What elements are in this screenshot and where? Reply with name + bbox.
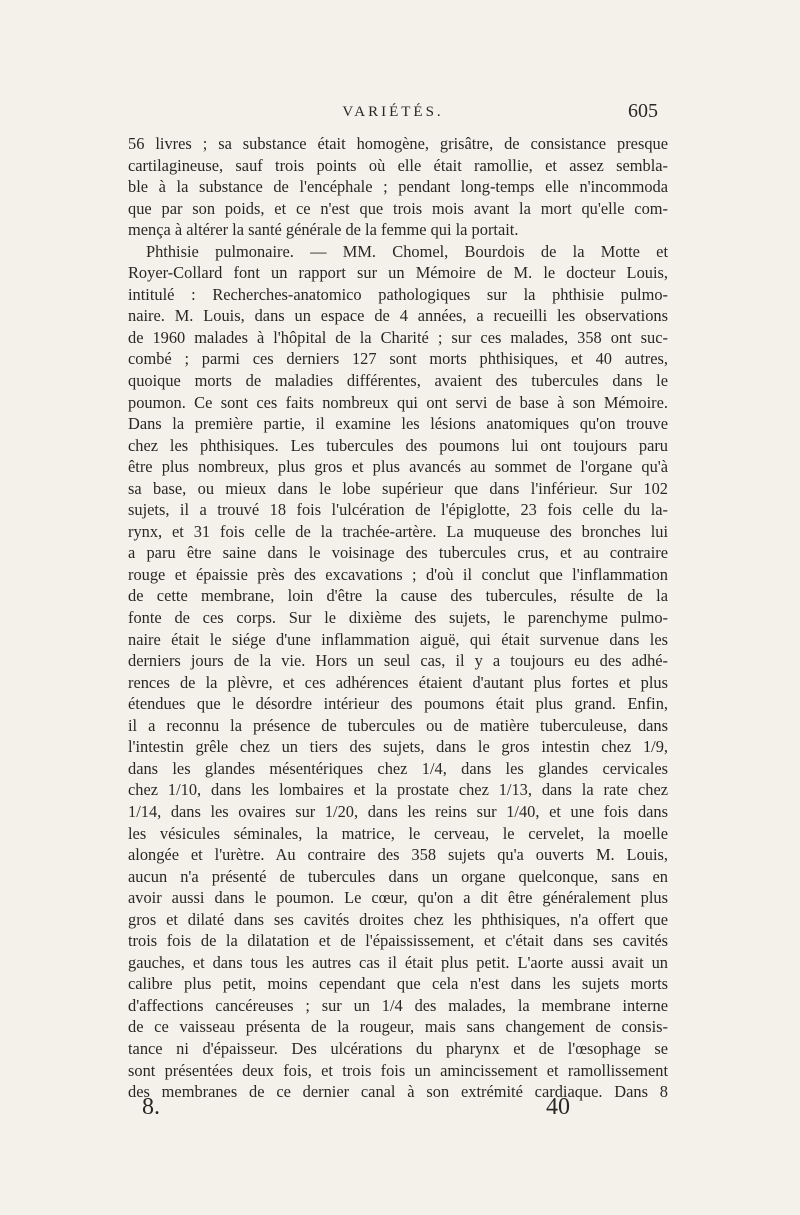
text-line: avoir aussi dans le poumon. Le cœur, qu'on a dit être généralement plus: [128, 888, 668, 908]
text-line: de 1960 malades à l'hôpital de la Charité ; sur ces malades, 358 ont suc-: [128, 327, 668, 347]
text-line: rouge et épaissie près des excavations ; d'où il conclut que l'inflammation: [128, 564, 668, 584]
text-line: Dans la première partie, il examine les lésions anatomiques qu'on trouve: [128, 414, 668, 434]
text-line: rences de la plèvre, et ces adhérences étaient d'autant plus fortes et plus: [128, 672, 668, 692]
signature-mark: 8.: [142, 1094, 160, 1120]
running-title: VARIÉTÉS.: [342, 104, 444, 120]
text-line: tance ni d'épaisseur. Des ulcérations du pharynx et de l'œsophage se: [128, 1038, 668, 1058]
text-line: gauches, et dans tous les autres cas il était plus petit. L'aorte aussi avait un: [128, 952, 668, 972]
text-line: a paru être saine dans le voisinage des tubercules crus, et au contraire: [128, 543, 668, 563]
text-line: de ce vaisseau présenta de la rougeur, mais sans changement de consis-: [128, 1017, 668, 1037]
text-line: 1/14, dans les ovaires sur 1/20, dans les reins sur 1/40, et une fois dans: [128, 801, 668, 821]
article-text: [128, 133, 668, 1103]
text-line: l'intestin grêle chez un tiers des sujets, dans le gros intestin chez 1/9,: [128, 737, 668, 757]
text-line: cartilagineuse, sauf trois points où elle était ramollie, et assez sembla-: [128, 155, 668, 175]
text-line: sa base, ou mieux dans le lobe supérieur que dans l'inférieur. Sur 102: [128, 478, 668, 498]
text-line: naire. M. Louis, dans un espace de 4 années, a recueilli les observations: [128, 306, 668, 326]
text-line: Phthisie pulmonaire. — MM. Chomel, Bourdois de la Motte et: [146, 241, 668, 261]
text-line: il a reconnu la présence de tubercules ou de matière tuberculeuse, dans: [128, 715, 668, 735]
text-line: étendues que le désordre intérieur des poumons était plus grand. Enfin,: [128, 694, 668, 714]
text-line: d'affections cancéreuses ; sur un 1/4 des malades, la membrane interne: [128, 995, 668, 1015]
text-line: 56 livres ; sa substance était homogène, grisâtre, de consistance presque: [128, 134, 668, 153]
text-line: que par son poids, et ce n'est que trois mois avant la mort qu'elle com-: [128, 198, 668, 218]
text-line: chez les phthisiques. Les tubercules des poumons lui ont toujours paru: [128, 435, 668, 455]
text-line: alongée et l'urètre. Au contraire des 358 sujets qu'a ouverts M. Louis,: [128, 845, 668, 865]
text-line: quoique morts de maladies différentes, avaient des tubercules dans le: [128, 371, 668, 391]
page-header: [128, 100, 658, 130]
page-number: 605: [628, 100, 658, 122]
page-footer: [128, 1094, 668, 1126]
text-line: chez 1/10, dans les lombaires et la prostate chez 1/13, dans la rate chez: [128, 780, 668, 800]
text-line: naire était le siége d'une inflammation aiguë, qui était survenue dans les: [128, 629, 668, 649]
text-line: rynx, et 31 fois celle de la trachée-artère. La muqueuse des bronches lui: [128, 521, 668, 541]
text-line: sont présentées deux fois, et trois fois un amincissement et ramollissement: [128, 1060, 668, 1080]
text-line: derniers jours de la vie. Hors un seul cas, il y a toujours eu des adhé-: [128, 651, 668, 671]
text-line: gros et dilaté dans ses cavités droites chez les phthisiques, n'a offert que: [128, 909, 668, 929]
text-line: ble à la substance de l'encéphale ; pendant long-temps elle n'incommoda: [128, 177, 668, 197]
text-line: combé ; parmi ces derniers 127 sont morts phthisiques, et 40 autres,: [128, 349, 668, 369]
text-line: intitulé : Recherches-anatomico pathologiques sur la phthisie pulmo-: [128, 284, 668, 304]
text-line: les vésicules séminales, la matrice, le cerveau, le cervelet, la moelle: [128, 823, 668, 843]
text-line: mença à altérer la santé générale de la femme qui la portait.: [128, 220, 519, 240]
text-line: fonte de ces corps. Sur le dixième des sujets, le parenchyme pulmo-: [128, 608, 668, 628]
text-line: de cette membrane, loin d'être la cause des tubercules, résulte de la: [128, 586, 668, 606]
text-line: poumon. Ce sont ces faits nombreux qui ont servi de base à son Mémoire.: [128, 392, 668, 412]
text-line: des membranes de ce dernier canal à son extrémité cardiaque. Dans 8: [128, 1082, 668, 1102]
text-line: trois fois de la dilatation et de l'épaississement, et c'était dans ses cavités: [128, 931, 668, 951]
text-line: Royer-Collard font un rapport sur un Mémoire de M. le docteur Louis,: [128, 263, 668, 283]
text-line: aucun n'a présenté de tubercules dans un organe quelconque, sans en: [128, 866, 668, 886]
text-line: dans les glandes mésentériques chez 1/4, dans les glandes cervicales: [128, 758, 668, 778]
text-line: calibre plus petit, moins cependant que cela n'est dans les sujets morts: [128, 974, 668, 994]
text-line: sujets, il a trouvé 18 fois l'ulcération de l'épiglotte, 23 fois celle du la-: [128, 500, 668, 520]
sheet-number: 40: [546, 1094, 570, 1120]
text-line: être plus nombreux, plus gros et plus avancés au sommet de l'organe qu'à: [128, 457, 668, 477]
